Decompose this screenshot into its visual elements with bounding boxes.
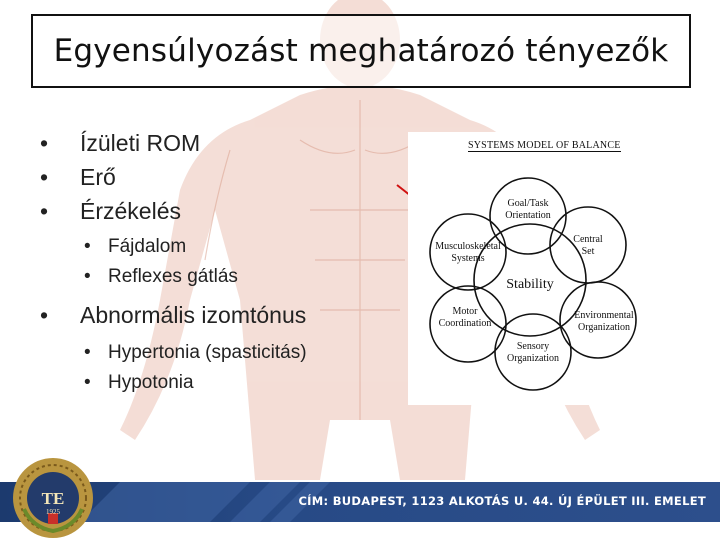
bullet-list [28, 126, 408, 398]
node-environmental-line1: Environmental [574, 310, 634, 321]
bullet-abnormal-tone: • Abnormális izomtónus [28, 298, 408, 332]
center-label: Stability [506, 277, 554, 292]
bullet-joint-rom: • Ízületi ROM [28, 126, 408, 160]
systems-model-diagram [408, 132, 668, 405]
node-motor-line1: Motor [452, 306, 478, 317]
logo-initials: TE [41, 489, 65, 508]
logo-year: 1925 [46, 508, 60, 516]
university-logo [12, 457, 94, 539]
node-motor-line2: Coordination [438, 318, 492, 329]
slide-title: Egyensúlyozást meghatározó tényezők [53, 33, 669, 69]
node-goal-line1: Goal/Task [507, 198, 549, 209]
node-goal-line2: Orientation [505, 210, 551, 221]
node-environmental-line2: Organization [577, 322, 631, 333]
diagram-title: SYSTEMS MODEL OF BALANCE [468, 140, 621, 151]
bullet-sensation: • Érzékelés [28, 194, 408, 228]
node-musculoskeletal-line2: Systems [451, 253, 485, 264]
footer-bar [0, 482, 720, 522]
node-sensory-line2: Organization [506, 353, 560, 364]
node-musculoskeletal-line1: Musculoskeletal [435, 241, 501, 252]
node-central-line2: Set [581, 246, 595, 257]
sub-bullet-pain: • Fájdalom [28, 232, 408, 262]
footer-address: CÍM: BUDAPEST, 1123 ALKOTÁS U. 44. ÚJ ÉPÜLET III. EMELET [298, 494, 706, 508]
bullet-strength: • Erő [28, 160, 408, 194]
sub-bullet-hypertonia: • Hypertonia (spasticitás) [28, 338, 408, 368]
circle-central-set [550, 207, 626, 283]
sub-bullet-reflex-inhibition: • Reflexes gátlás [28, 262, 408, 292]
node-central-line1: Central [573, 234, 603, 245]
node-sensory-line1: Sensory [516, 341, 550, 352]
title-box [31, 14, 691, 88]
circle-musculoskeletal [430, 214, 506, 290]
sub-bullet-hypotonia: • Hypotonia [28, 368, 408, 398]
diagram-circles [408, 132, 668, 405]
